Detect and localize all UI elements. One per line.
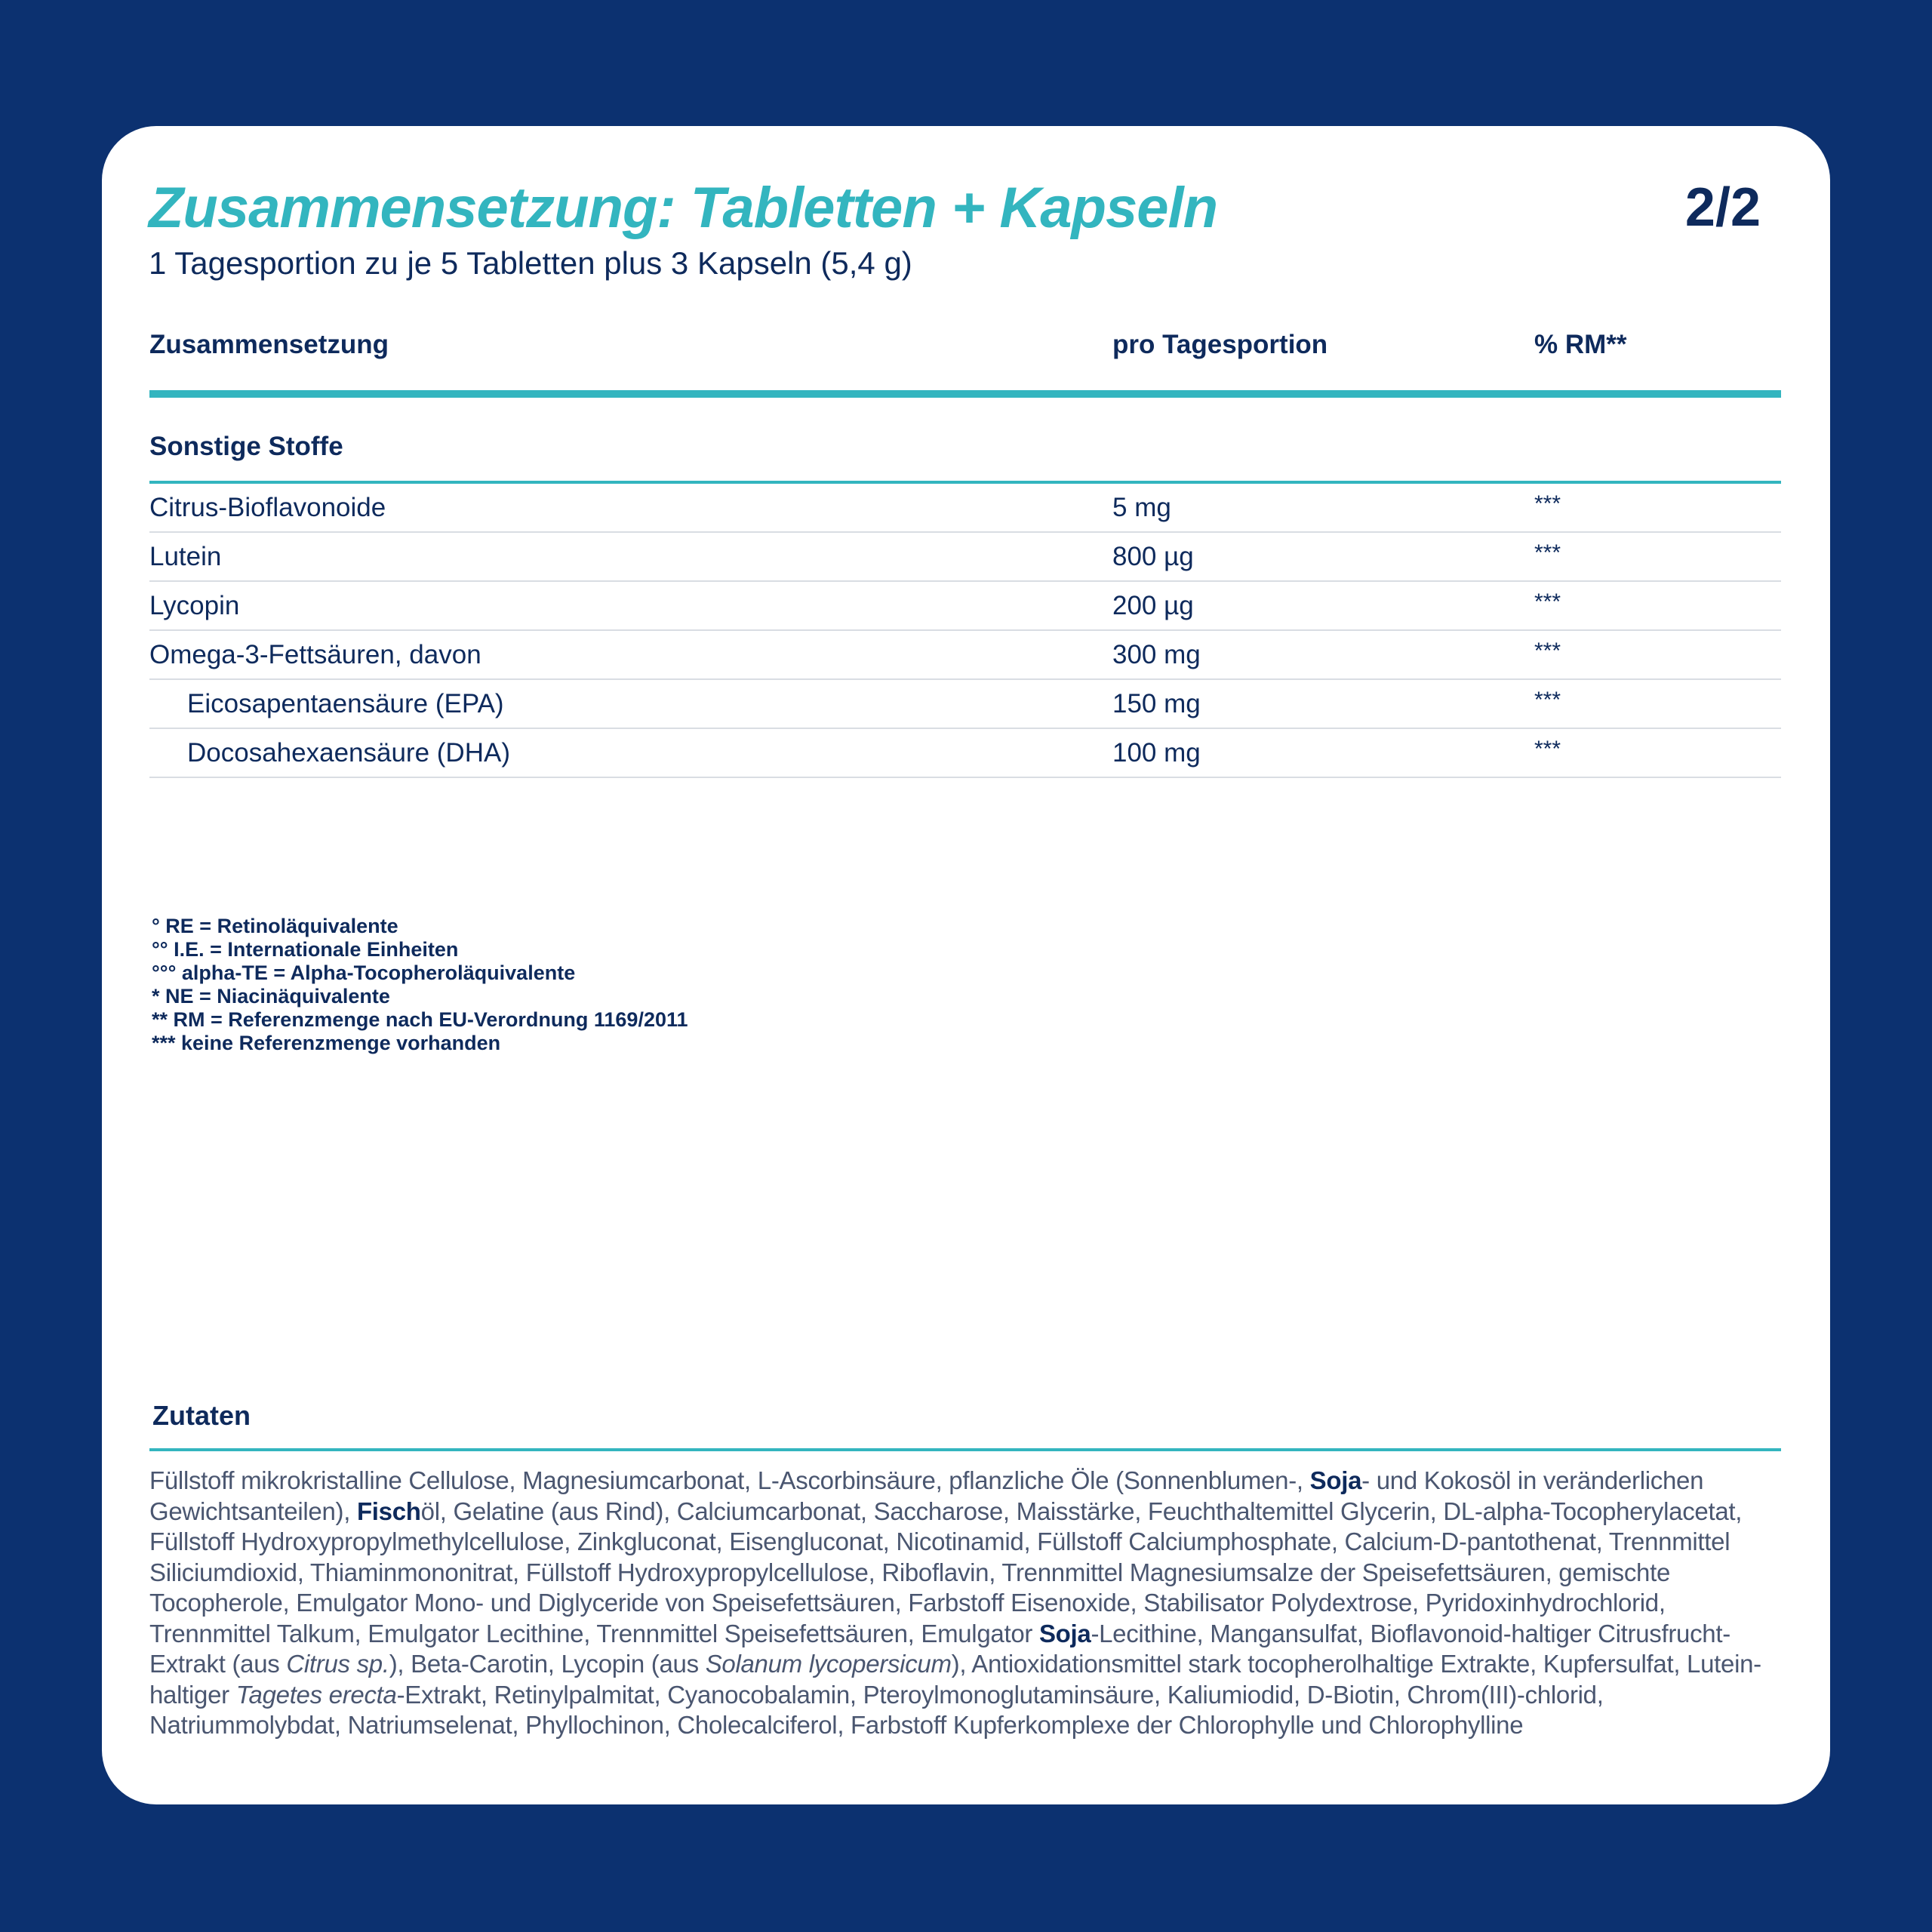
ingredients-segment: -Lecithine, Mangansulfat, Bioflavonoid-haltiger Citrusfrucht-Extrakt (aus <box>149 1619 1730 1678</box>
header-divider <box>149 390 1781 398</box>
footnote: °°° alpha-TE = Alpha-Tocopheroläquivalente <box>152 961 576 984</box>
ingredients-segment: ), Beta-Carotin, Lycopin (aus <box>389 1650 706 1678</box>
ingredients-divider <box>149 1448 1781 1451</box>
info-card <box>102 126 1830 1804</box>
footnote: *** keine Referenzmenge vorhanden <box>152 1032 501 1054</box>
table-row <box>149 533 1781 582</box>
footnote: ° RE = Retinoläquivalente <box>152 915 398 937</box>
ingredients-segment: - und Kokosöl in veränderlichen Gewichtsanteilen), <box>149 1466 1704 1525</box>
table-row <box>149 631 1781 680</box>
table-header <box>149 330 1781 390</box>
header-per-portion: pro Tagesportion <box>1112 330 1328 359</box>
footnotes <box>152 915 688 1055</box>
section-title: Sonstige Stoffe <box>149 432 343 461</box>
allergen-fisch: Fisch <box>356 1497 421 1525</box>
allergen-soja: Soja <box>1309 1466 1362 1494</box>
species-name: Citrus sp. <box>286 1650 389 1678</box>
table-row <box>149 582 1781 631</box>
row-amount: 5 mg <box>1112 493 1171 522</box>
row-name: Eicosapentaensäure (EPA) <box>187 689 504 718</box>
header-rm: % RM** <box>1534 330 1627 359</box>
ingredients-text <box>149 1466 1787 1741</box>
footnote: °° I.E. = Internationale Einheiten <box>152 938 459 961</box>
row-amount: 300 mg <box>1112 640 1201 669</box>
row-name: Omega-3-Fettsäuren, davon <box>149 640 481 669</box>
row-amount: 200 µg <box>1112 591 1194 620</box>
table-row <box>149 729 1781 778</box>
ingredients-segment: öl, Gelatine (aus Rind), Calciumcarbonat, Saccharose, Maisstärke, Feuchthaltemittel Glycerin, DL-alpha-Tocopherylacetat, Füllstoff Hydroxypropylmethylcellulose, Zinkgluconat, Eisengluconat, Nicotinamid, Füllstoff Calciumphosphate, Calcium-D-pantothenat, Trennmittel Siliciumdioxid, Thiaminmononitrat, Füllstoff Hydroxypropylcellulose, Riboflavin, Trennmittel Magnesiumsalze der Speisefettsäuren, gemischte Tocopherole, Emulgator Mono- und Diglyceride von Speisefettsäuren, Farbstoff Eisenoxide, Stabilisator Polydextrose, Pyridoxinhydrochlorid, Trennmittel Talkum, Emulgator Lecithine, Trennmittel Speisefettsäuren, Emulgator <box>149 1497 1743 1647</box>
composition-table <box>149 330 1781 778</box>
row-rm: *** <box>1534 638 1561 663</box>
footnote: ** RM = Referenzmenge nach EU-Verordnung 1169/2011 <box>152 1008 688 1031</box>
ingredients-segment: ), Antioxidationsmittel stark tocopherolhaltige Extrakte, Kupfersulfat, Lutein-haltiger <box>149 1650 1761 1709</box>
row-name: Citrus-Bioflavonoide <box>149 493 386 522</box>
row-amount: 100 mg <box>1112 738 1201 768</box>
row-rm: *** <box>1534 737 1561 761</box>
species-name: Solanum lycopersicum <box>705 1650 952 1678</box>
page-subtitle: 1 Tagesportion zu je 5 Tabletten plus 3 Kapseln (5,4 g) <box>149 245 912 281</box>
row-name: Lutein <box>149 542 222 571</box>
row-rm: *** <box>1534 589 1561 614</box>
row-name: Lycopin <box>149 591 240 620</box>
row-rm: *** <box>1534 688 1561 712</box>
ingredients-segment: -Extrakt, Retinylpalmitat, Cyanocobalamin, Pteroylmonoglutaminsäure, Kaliumiodid, D-Biotin, Chrom(III)-chlorid, Natriummolybdat, Natriumselenat, Phyllochinon, Cholecalciferol, Farbstoff Kupferkomplexe der Chlorophylle und Chlorophylline <box>149 1680 1604 1739</box>
allergen-soja: Soja <box>1038 1619 1091 1647</box>
row-amount: 800 µg <box>1112 542 1194 571</box>
table-row <box>149 484 1781 533</box>
ingredients-segment: Füllstoff mikrokristalline Cellulose, Magnesiumcarbonat, L-Ascorbinsäure, pflanzliche Öle (Sonnenblumen-, <box>149 1466 1310 1494</box>
row-rm: *** <box>1534 540 1561 565</box>
species-name: Tagetes erecta <box>235 1680 397 1709</box>
row-name: Docosahexaensäure (DHA) <box>187 738 510 768</box>
page-title: Zusammensetzung: Tabletten + Kapseln <box>149 176 1218 240</box>
footnote: * NE = Niacinäquivalente <box>152 985 390 1008</box>
page-indicator: 2/2 <box>1684 177 1761 238</box>
header-composition: Zusammensetzung <box>149 330 389 359</box>
row-amount: 150 mg <box>1112 689 1201 718</box>
ingredients-title: Zutaten <box>152 1400 251 1431</box>
row-rm: *** <box>1534 491 1561 516</box>
table-row <box>149 680 1781 729</box>
